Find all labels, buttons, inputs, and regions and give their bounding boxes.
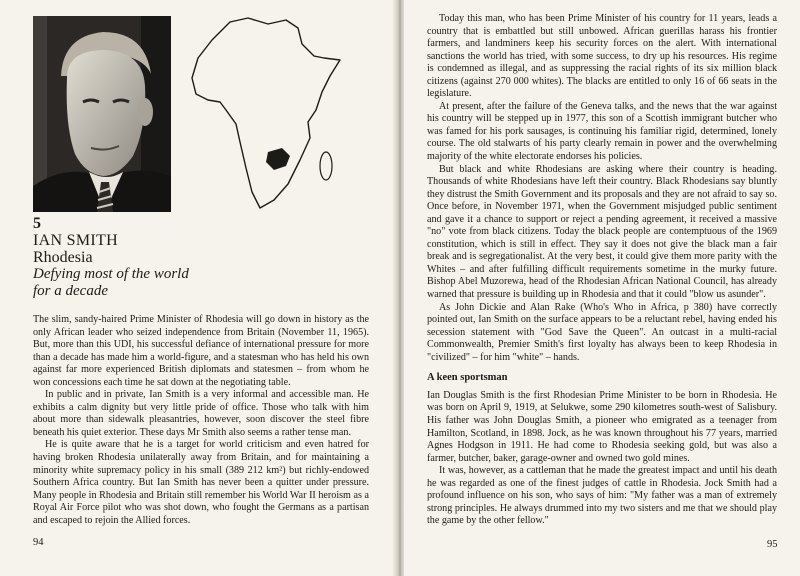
africa-map	[190, 14, 350, 219]
left-page	[0, 0, 396, 576]
left-body-text	[33, 314, 369, 527]
entry-number: 5	[33, 215, 41, 232]
entry-country: Rhodesia	[33, 249, 93, 266]
madagascar-outline	[320, 152, 332, 180]
paragraph: As John Dickie and Alan Rake (Who's Who in Africa, p 380) have correctly pointed out, Ian Smith on the surface appears to be a reluctant rebel, having ended his secession statement with "God Save the Queen". An outcast in a multi-racial Commonwealth, Premier Smith's first loyalty has always been to keep Rhodesia in "civilized" – for him "white" – hands.	[427, 301, 777, 363]
rhodesia-highlight	[266, 148, 290, 170]
paragraph: But black and white Rhodesians are asking where their country is heading. Thousands of white Rhodesians have left their country. Black Rhodesians say bluntly they distrust the Smith Government and its proposals and they are not afraid to say so. Once before, in November 1971, when the Government misjudged public sentiment and gave it a chance to support or reject a pending agreement, it received a massive "no" vote from black citizens. Today the black people are contemptuous of the 1969 constitution, which is still in effect. They say it does not give the black man a fair break and is segregationalist. At the very best, it could give them more parity with the Whites – and after fulfilling difficult requirements sometime in the murky future. Bishop Abel Muzorewa, head of the Rhodesian African National Council, has already warned that pressure is building up in Rhodesia and that it could "blow us asunder".	[427, 163, 777, 301]
paragraph: It was, however, as a cattleman that he made the greatest impact and until his death he was regarded as one of the finest judges of cattle in Rhodesia. Jock Smith had a profound influence on his son, who says of him: "My father was a man of extremely strong principles. He always drummed into my two sisters and me that we should play the game by the other fellow."	[427, 465, 777, 527]
paragraph: He is quite aware that he is a target for world criticism and even hatred for having broken Rhodesia unilaterally away from Britain, and for maintaining a minority white supremacy policy in his small (389 212 km²) but richly-endowed Southern Africa country. But Ian Smith has never been a quitter under pressure. Many people in Rhodesia and Britain still remember his World War II heroism as a Royal Air Force pilot who was shot down, who fought the Germans as a partisan and escaped to rejoin the Allied forces.	[33, 439, 369, 526]
right-page	[404, 0, 800, 576]
right-body-text	[427, 13, 777, 528]
entry-title-block	[33, 216, 189, 300]
paragraph: At present, after the failure of the Geneva talks, and the news that the war against his country will be stepped up in 1977, this son of a Scottish immigrant butcher who was famed for his pork sausages, is continuing his familiar rigid, determined, lonely course. The old stalwarts of his party clearly remain in power and the overwhelming majority of the white electorate endorses his policies.	[427, 100, 777, 163]
page-number-right: 95	[767, 539, 778, 550]
entry-subtitle-line1: Defying most of the world	[33, 266, 189, 282]
africa-outline	[192, 18, 340, 208]
paragraph: Today this man, who has been Prime Minister of his country for 11 years, leads a country that is embattled but still unbowed. African guerillas harass his frontier farmers, and landminers keep his security forces on the alert. With international sanctions the world has tried, with some success, to dry up his resources. His regime is condemned as illegal, and as suppressing the racial rights of its six million black citizens (against 270 000 whites). The blacks are entitled to only 16 of 66 seats in the legislature.	[427, 13, 777, 100]
portrait-photo	[33, 16, 171, 212]
page-number-left: 94	[33, 537, 44, 548]
paragraph: In public and in private, Ian Smith is a very informal and accessible man. He exhibits a calm dignity but very little pride of office. Those who talk with him about more than sidewalk pleasantries, however, soon discover the steel fibre beneath his quiet exterior. These days Mr Smith also seems a rather tense man.	[33, 389, 369, 438]
entry-name: IAN SMITH	[33, 232, 118, 249]
paragraph: The slim, sandy-haired Prime Minister of Rhodesia will go down in history as the only African leader who seized independence from Britain (November 11, 1965). But, more than this UDI, his successful defiance of international pressure for more than a decade has made him a world-figure, and a statesman who has held his own against far more experienced British diplomats and statesmen – from whom he won concessions each time he sat down at the negotiating table.	[33, 314, 369, 388]
section-heading: A keen sportsman	[427, 372, 508, 384]
entry-subtitle-line2: for a decade	[33, 283, 108, 299]
paragraph: Ian Douglas Smith is the first Rhodesian Prime Minister to be born in Rhodesia. He was born on April 9, 1919, at Selukwe, some 290 kilometres south-west of Salisbury. His father was John Douglas Smith, a pioneer who emigrated as a teenager from Hamilton, Scotland, in 1898. Jock, as he was known throughout his 77 years, married Agnes Hodgson in 1911. He had come to Rhodesia seeking gold, but was also a farmer, butcher, baker, garage-owner and owned two gold mines.	[427, 389, 777, 464]
